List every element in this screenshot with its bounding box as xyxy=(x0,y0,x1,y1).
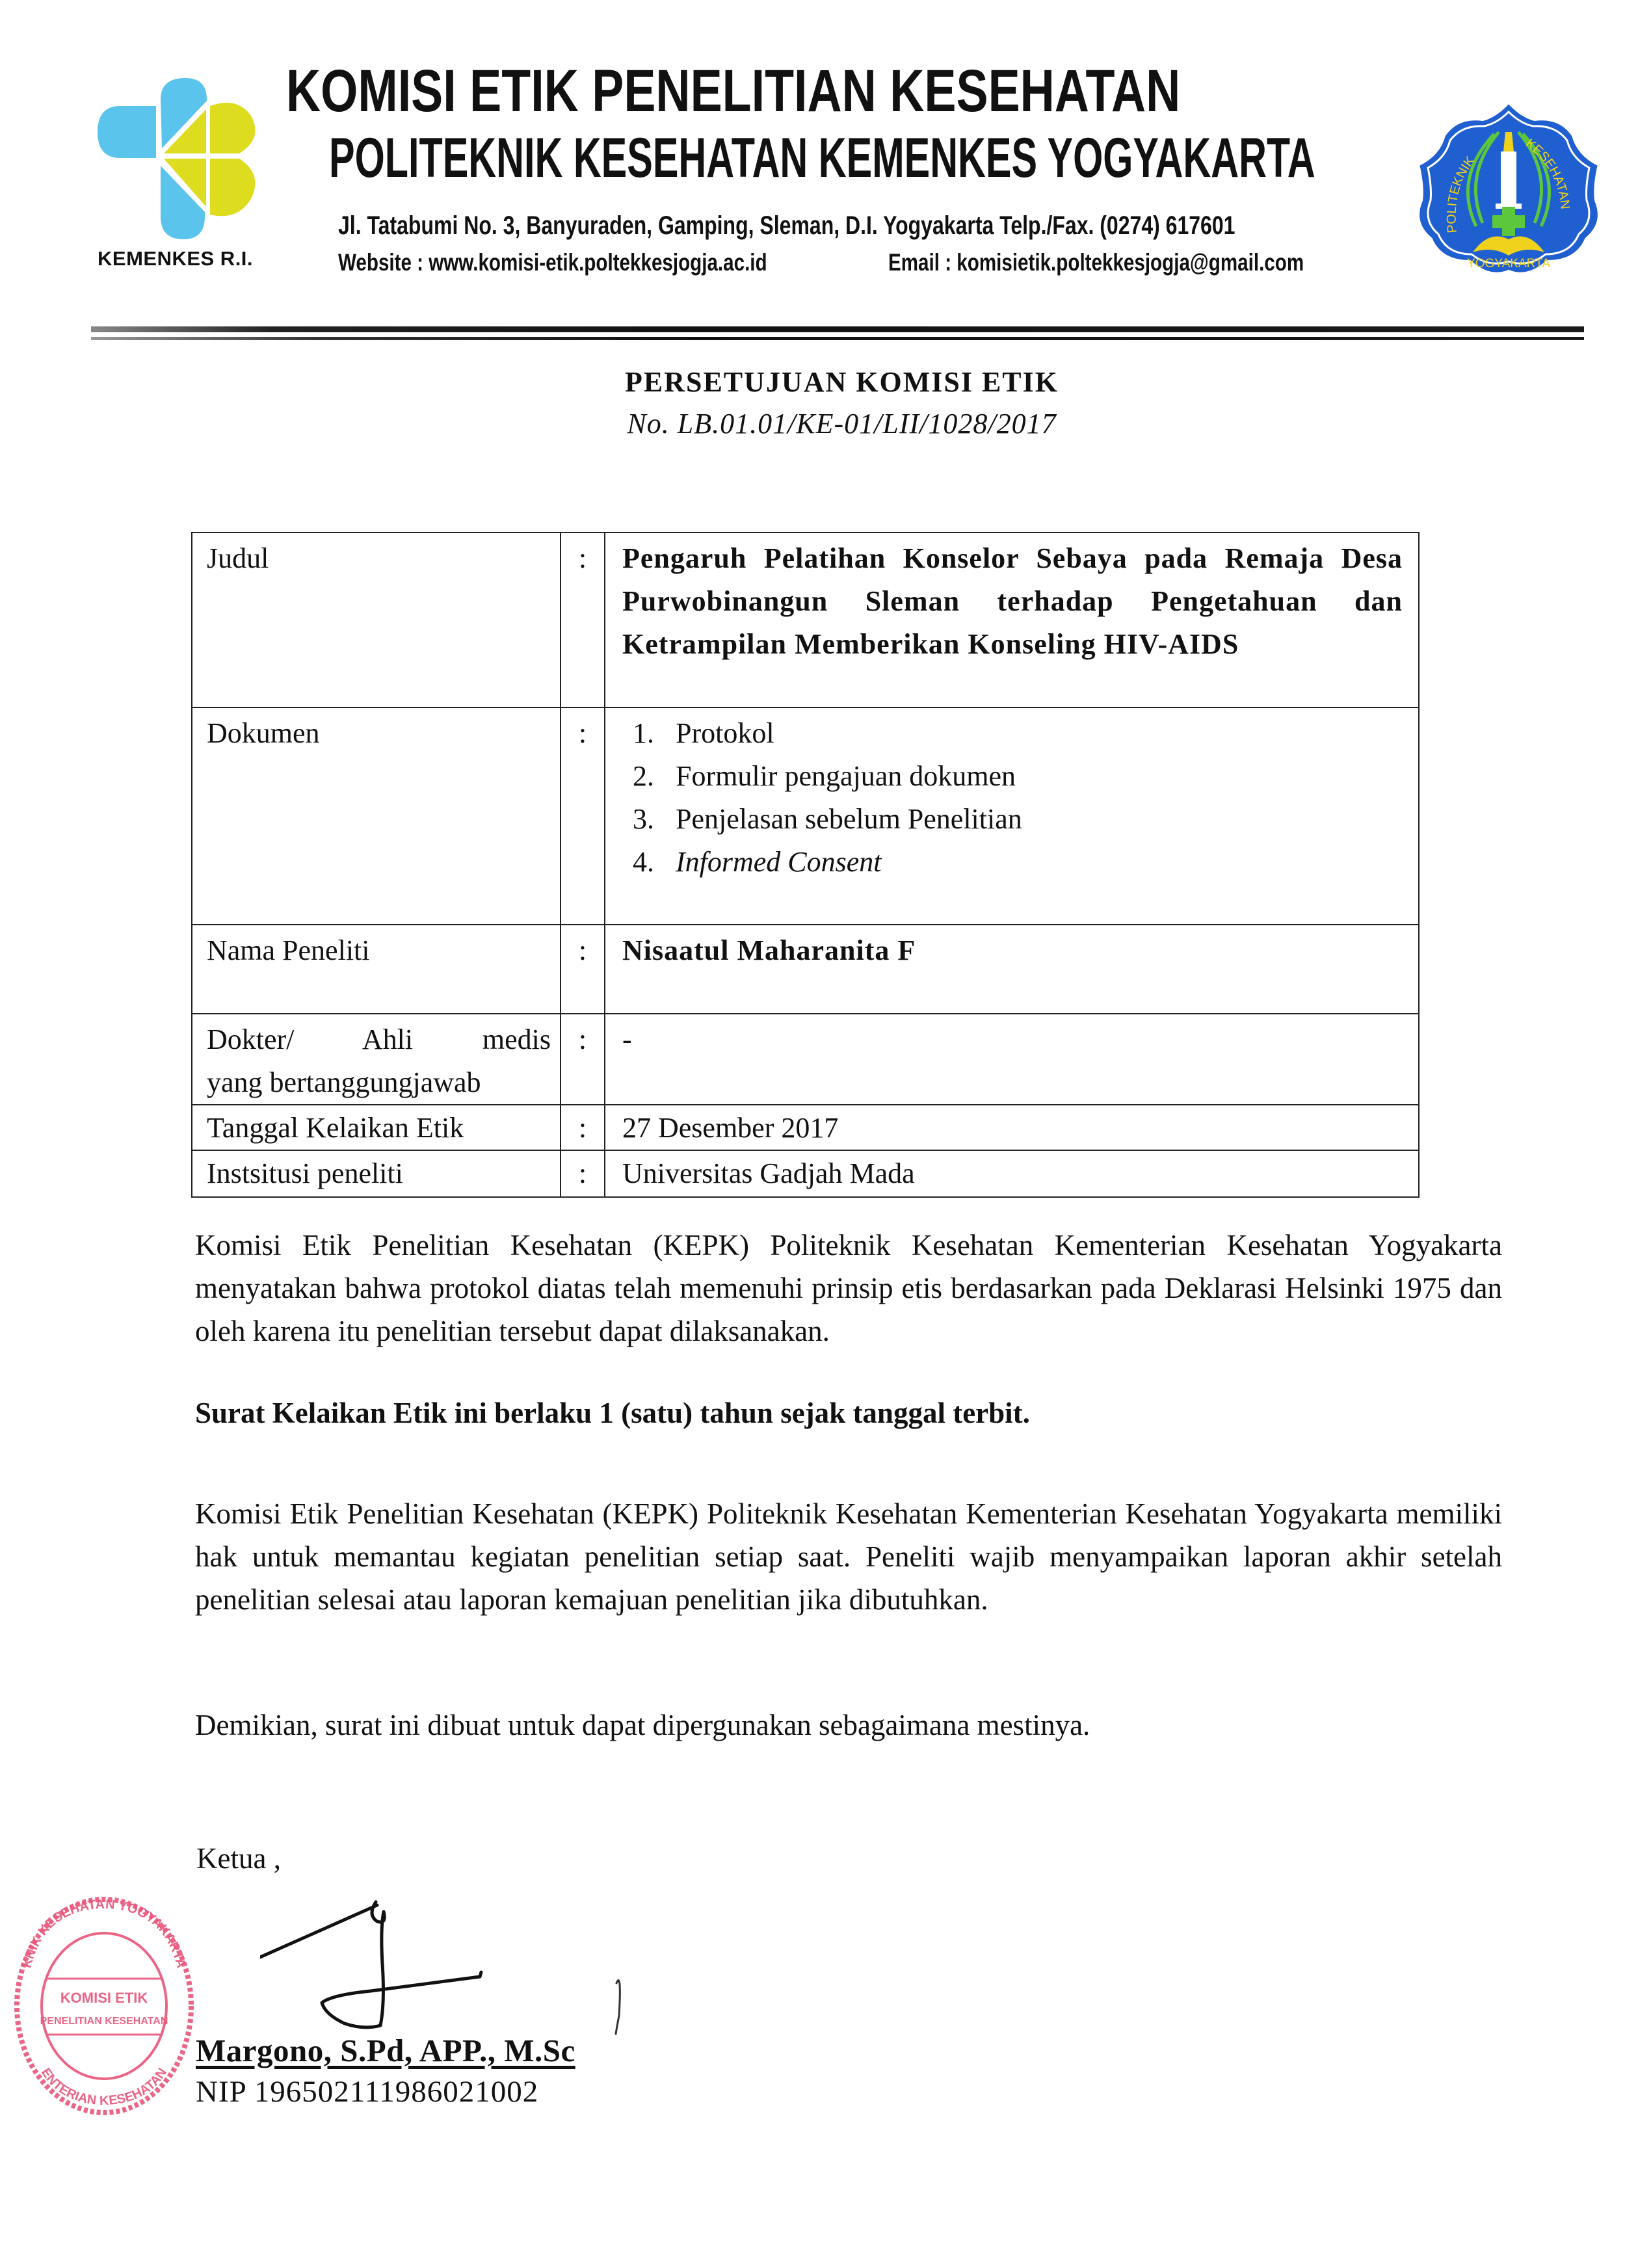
table-row-institusi xyxy=(192,1150,1419,1197)
monitoring-paragraph: Komisi Etik Penelitian Kesehatan (KEPK) Politeknik Kesehatan Kementerian Kesehatan Yogyakarta memiliki hak untuk memantau kegiatan penelitian setiap saat. Peneliti wajib menyampaikan laporan akhir setelah penelitian selesai atau laporan kemajuan penelitian jika dibutuhkan. xyxy=(195,1497,1502,1616)
letterhead-website: Website : www.komisi-etik.poltekkesjogja.ac.id xyxy=(338,249,767,276)
approval-paragraph: Komisi Etik Penelitian Kesehatan (KEPK) Politeknik Kesehatan Kementerian Kesehatan Yogyakarta menyatakan bahwa protokol diatas telah memenuhi prinsip etis berdasarkan pada Deklarasi Helsinki 1975 dan oleh karena itu penelitian tersebut dapat dilaksanakan. xyxy=(195,1229,1502,1347)
row-value-dokumen xyxy=(605,707,1419,925)
row-colon: : xyxy=(561,1014,605,1105)
doctor-value: - xyxy=(605,1014,1419,1105)
row-colon: : xyxy=(561,925,605,1014)
emblem-arc-right: KESEHATAN xyxy=(1523,136,1572,210)
row-colon: : xyxy=(561,533,605,707)
table-row-dokter xyxy=(192,1014,1419,1105)
approval-date: 27 Desember 2017 xyxy=(605,1105,1419,1150)
kemenkes-flower-logo-icon xyxy=(98,77,260,243)
table-row-tanggal xyxy=(192,1105,1419,1150)
list-item-text: Formulir pengajuan dokumen xyxy=(676,760,1016,792)
judul-line-1: Pengaruh Pelatihan Konselor Sebaya pada Remaja Desa xyxy=(622,542,1403,574)
logo-petal-yellow-2 xyxy=(210,103,255,153)
poltekkes-yogyakarta-emblem-icon xyxy=(1411,96,1606,280)
logo-petal-yellow-4 xyxy=(210,159,255,216)
list-item xyxy=(622,755,1403,798)
document-heading: PERSETUJUAN KOMISI ETIK xyxy=(624,366,1059,398)
stamp-top-arc: KNIK KESEHATAN YOGYAKARTA xyxy=(20,1897,189,1970)
row-label-line-2: yang bertanggungjawab xyxy=(207,1066,481,1098)
row-colon: : xyxy=(561,1105,605,1150)
document-list xyxy=(622,712,1403,884)
row-label: Instsitusi peneliti xyxy=(192,1150,561,1197)
list-item xyxy=(622,841,1403,884)
stamp-bottom-arc: ENTERIAN KESEHATAN xyxy=(38,2065,170,2109)
row-label xyxy=(192,1014,561,1105)
logo-petal-left xyxy=(98,106,156,158)
letterhead-divider-thick xyxy=(91,326,1584,332)
list-item-number: 2. xyxy=(633,760,654,792)
table-row-nama-peneliti xyxy=(192,925,1419,1014)
institution: Universitas Gadjah Mada xyxy=(605,1150,1419,1197)
table-row-judul xyxy=(192,533,1419,707)
list-item-number: 4. xyxy=(633,846,654,878)
validity-statement: Surat Kelaikan Etik ini berlaku 1 (satu) tahun sejak tanggal terbit. xyxy=(195,1397,1030,1429)
row-label: Tanggal Kelaikan Etik xyxy=(192,1105,561,1150)
closing-statement: Demikian, surat ini dibuat untuk dapat dipergunakan sebagaimana mestinya. xyxy=(195,1709,1090,1741)
signatory-role: Ketua , xyxy=(196,1842,281,1875)
row-label: Nama Peneliti xyxy=(192,925,561,1014)
judul-line-2: Purwobinangun Sleman terhadap Pengetahuan dan xyxy=(622,585,1403,617)
signatory-nip: NIP 196502111986021002 xyxy=(196,2075,539,2109)
letterhead-title: KOMISI ETIK PENELITIAN KESEHATAN xyxy=(286,58,1181,124)
judul-line-3: Ketrampilan Memberikan Konseling HIV-AIDS xyxy=(622,628,1239,660)
row-label-line-1: Dokter/ Ahli medis xyxy=(207,1023,551,1055)
row-colon: : xyxy=(561,1150,605,1197)
list-item xyxy=(622,798,1403,841)
official-stamp-icon xyxy=(13,1895,195,2116)
letterhead-divider-thin xyxy=(91,337,1584,340)
stamp-inner-line-2: PENELITIAN KESEHATAN xyxy=(40,2016,168,2027)
row-label: Judul xyxy=(192,533,561,707)
table-row-dokumen xyxy=(192,707,1419,925)
researcher-name: Nisaatul Maharanita F xyxy=(605,925,1419,1014)
list-item-number: 3. xyxy=(633,803,654,835)
signatory-name: Margono, S.Pd, APP., M.Sc xyxy=(196,2033,575,2068)
list-item-text: Informed Consent xyxy=(676,846,882,878)
emblem-bottom-label: YOGYAKARTA xyxy=(1467,257,1550,270)
stamp-inner-line-1: KOMISI ETIK xyxy=(60,1990,148,2006)
kemenkes-label: KEMENKES R.I. xyxy=(98,247,254,270)
letterhead-email: Email : komisietik.poltekkesjogja@gmail.com xyxy=(888,249,1304,276)
emblem-arc-left: POLITEKNIK xyxy=(1444,153,1478,234)
list-item-number: 1. xyxy=(633,717,654,749)
handwritten-signature-icon xyxy=(260,1886,624,2035)
row-colon: : xyxy=(561,707,605,925)
letterhead-subtitle: POLITEKNIK KESEHATAN KEMENKES YOGYAKARTA xyxy=(329,127,1315,189)
document-number: No. LB.01.01/KE-01/LII/1028/2017 xyxy=(627,408,1057,440)
list-item xyxy=(622,712,1403,755)
letterhead-address: Jl. Tatabumi No. 3, Banyuraden, Gamping, Sleman, D.I. Yogyakarta Telp./Fax. (0274) 617601 xyxy=(338,211,1235,240)
row-label: Dokumen xyxy=(192,707,561,925)
list-item-text: Protokol xyxy=(676,717,774,749)
ethics-info-table xyxy=(191,532,1420,1198)
row-value-judul xyxy=(605,533,1419,707)
list-item-text: Penjelasan sebelum Penelitian xyxy=(676,803,1022,835)
